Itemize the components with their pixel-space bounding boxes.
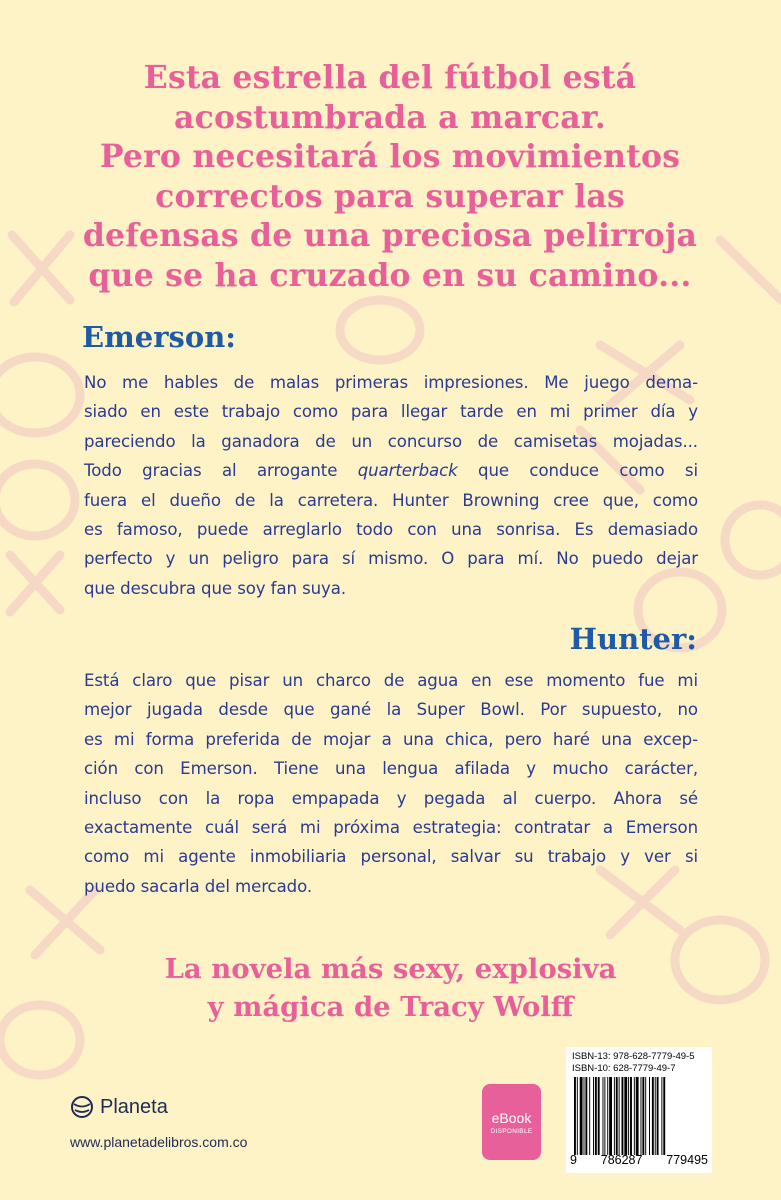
barcode-bar <box>624 1077 627 1155</box>
barcode-bar <box>574 1077 576 1155</box>
barcode-bar <box>589 1077 590 1155</box>
barcode-bar <box>663 1077 665 1155</box>
barcode-bar <box>604 1077 605 1155</box>
barcode-digits <box>570 1153 708 1167</box>
emerson-heading: Emerson: <box>82 320 236 354</box>
hunter-paragraph <box>84 666 698 901</box>
barcode-bar <box>645 1077 646 1155</box>
ebook-badge <box>482 1084 541 1160</box>
barcode-bar <box>655 1077 656 1155</box>
barcode-bar <box>622 1077 624 1155</box>
paragraph-line: puedo sacarla del mercado. <box>84 876 313 896</box>
paragraph-line: siado en este trabajo como para llegar tarde en mi primer día y <box>84 402 698 422</box>
barcode <box>566 1047 712 1173</box>
barcode-bar <box>616 1077 618 1155</box>
barcode-bar <box>584 1077 585 1155</box>
headline-line: Esta estrella del fútbol está <box>143 59 637 96</box>
paragraph-line: pareciendo la ganadora de un concurso de camisetas mojadas... <box>84 431 698 451</box>
tagline-line: La novela más sexy, explosiva <box>164 953 617 985</box>
paragraph-line: incluso con la ropa empapada y pegada al cuerpo. Ahora sé <box>84 788 698 808</box>
paragraph-text: que conduce como si <box>457 461 698 481</box>
barcode-bar <box>642 1077 644 1155</box>
barcode-bar <box>595 1077 597 1155</box>
barcode-bar <box>630 1077 632 1155</box>
barcode-bars <box>572 1077 706 1155</box>
paragraph-line: como mi agente inmobiliaria personal, salvar su trabajo y ver si <box>84 847 698 867</box>
headline-line: correctos para superar las <box>155 177 625 215</box>
tagline <box>60 950 721 1026</box>
publisher-url: www.planetadelibros.com.co <box>70 1134 248 1150</box>
headline-line: que se ha cruzado en su camino... <box>88 256 692 294</box>
publisher-logo <box>70 1095 168 1119</box>
barcode-bar <box>614 1077 615 1155</box>
paragraph-line: ción con Emerson. Tiene una lengua afilada y mucho carácter, <box>84 759 698 779</box>
barcode-digit-group: 779495 <box>666 1153 708 1167</box>
barcode-bar <box>607 1077 608 1155</box>
planeta-globe-icon <box>70 1095 94 1119</box>
barcode-bar <box>657 1077 659 1155</box>
barcode-bar <box>636 1077 639 1155</box>
paragraph-line: que descubra que soy fan suya. <box>84 578 347 598</box>
paragraph-line: exactamente cuál será mi próxima estrategia: contratar a Emerson <box>84 817 698 837</box>
barcode-bar <box>593 1077 594 1155</box>
barcode-bar <box>609 1077 612 1155</box>
paragraph-line: fuera el dueño de la carretera. Hunter Browning cree que, como <box>84 490 698 510</box>
quarterback-italic: quarterback <box>357 461 458 481</box>
barcode-bar <box>585 1077 587 1155</box>
paragraph-line: perfecto y un peligro para sí mismo. O para mí. No puedo dejar <box>84 549 698 569</box>
hunter-heading: Hunter: <box>569 622 697 656</box>
barcode-bar <box>619 1077 620 1155</box>
paragraph-text: Todo gracias al arrogante <box>84 461 358 481</box>
publisher-name: Planeta <box>100 1095 168 1118</box>
isbn13: ISBN-13: 978-628-7779-49-5 <box>572 1051 695 1062</box>
tagline-line: y mágica de Tracy Wolff <box>207 991 574 1023</box>
barcode-bar <box>628 1077 629 1155</box>
barcode-bar <box>641 1077 642 1155</box>
paragraph-line: mejor jugada desde que gané la Super Bowl. Por supuesto, no <box>84 700 698 720</box>
ebook-sub: DISPONIBLE <box>490 1127 533 1135</box>
barcode-bar <box>603 1077 604 1155</box>
barcode-bar <box>652 1077 654 1155</box>
headline <box>40 58 740 295</box>
headline-line: Pero necesitará los movimientos <box>99 138 681 175</box>
paragraph-line: es mi forma preferida de mojar a una chica, pero haré una excep- <box>84 729 698 749</box>
emerson-paragraph <box>84 368 698 603</box>
barcode-bar <box>634 1077 635 1155</box>
barcode-bar <box>598 1077 600 1155</box>
barcode-digit-group: 9 <box>570 1153 577 1167</box>
barcode-bar <box>577 1077 578 1155</box>
paragraph-line: es famoso, puede arreglarlo todo con una sonrisa. Es demasiado <box>84 519 698 539</box>
paragraph-line <box>84 456 698 485</box>
paragraph-line: No me hables de malas primeras impresiones. Me juego dema- <box>84 373 698 392</box>
headline-line: acostumbrada a marcar. <box>174 98 606 136</box>
paragraph-line: Está claro que pisar un charco de agua en ese momento fue mi <box>84 671 698 690</box>
isbn10: ISBN-10: 628-7779-49-7 <box>572 1063 676 1074</box>
barcode-bar <box>649 1077 650 1155</box>
headline-line: defensas de una preciosa pelirroja <box>82 217 698 254</box>
barcode-bar <box>580 1077 583 1155</box>
barcode-digit-group: 786287 <box>600 1153 643 1167</box>
ebook-label: eBook <box>491 1109 532 1126</box>
barcode-bar <box>661 1077 662 1155</box>
